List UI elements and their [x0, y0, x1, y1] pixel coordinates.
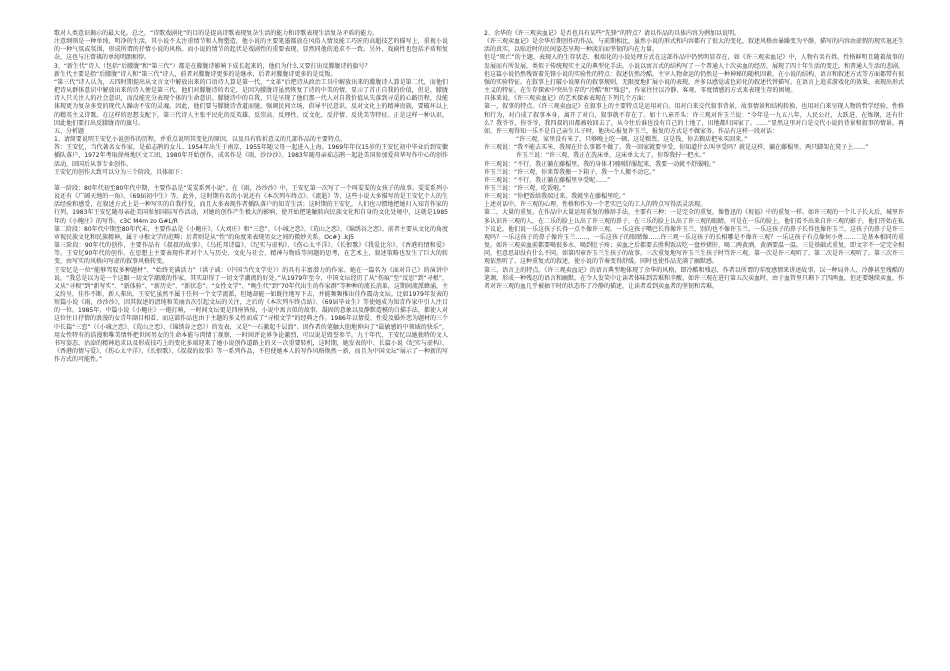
- question-heading: 1、请简要说明王安忆小说创作的历程，并重点说明其变化的原因，以及具有转折意义的几部作品的主要特点。: [54, 136, 346, 144]
- dialogue-line: 许三观说：“不行，我正躺在藤榻里，我的身体才刚刚舒服起来，我要一动就不舒服啦。”: [484, 160, 716, 168]
- question-heading: 2、余华的《许三观卖血记》是否也具有某些“先锋”的特点？请以作品的具体内容为例加以说明。: [484, 30, 741, 37]
- dialogue-line: 许玉兰说：“许三观，你来帮我搬一下箱子，我一个人搬不动它。”: [484, 168, 656, 176]
- paragraph: 第二，大量的重复。在作品中大量运用重复的修辞手法，主要有三种：一是完全的重复，像鲁迅的《祝福》中的重复一样。如许三观的一个儿子长大后，城里许多认识许三观的人，在二乐的脸上认出了许三观的鼻子，在三乐的脸上认出了许三观的眼睛，可是在一乐的脸上，他们看不出来自许三观的影子，他们开始在私下议论，他们说一乐这孩子长得一点不像许三观。一乐这孩子嘴巴长得像许玉兰，别的也不像许玉兰。一乐这孩子的鼻子长得也像许玉兰，这孩子的鼻子是许三观吗？一乐这孩子的鼻子像许玉兰……，一乐这孩子的眼睛像……许三观一乐这孩子的长相哪是不像许三观？一乐这孩子有点像何小勇……二是基本相同的重复。如许三观卖血前都要喝很多水，喝到肚子疼；卖血之后都要去胜利饭店吃一盘炒猪肝，喝二两黄酒，黄酒要温一温。三是基础式重复，即文字不一定完全相同，但意思却没有什么不同。如第四章许玉兰生孩子的故事。三次重复地写许玉兰生孩子时骂许三观，第一次是许三观听了，第二次是许三观听了，第三次许三观依然听了。这种重复式的叙述，使小说的节奏变得舒缓，同时也使作品充满了幽默感。: [484, 209, 905, 266]
- paragraph: 王安忆的创作大致可以分为三个阶段，具体如下：: [54, 168, 187, 176]
- paragraph: 第三阶段：90年代的创作，主要作品有《叔叔的故事》、《乌托邦诗篇》、《纪实与虚构》、《伤心太平洋》、《长恨歌》《我爱比尔》、《香港的情和爱》等。王安忆90年代的创作，在思想上主要表现作者对个人与历史、文化与社会、精神与物质等问题的思考，在艺术上，叙述策略也发生了巨大的转变，由写实的风格向写虚的叙事风格转变。: [54, 242, 448, 266]
- paragraph: 注意纲领是一种单纯、明净的生活，其小说不太注重情节和人物塑造，他小说的主要笔墨都放在风俗人情及能工巧匠的高超技艺的描写上，重视小说的一种气氛或氛围，形成所谓的抒情小说的风格。而小说的情节的起伏是戏剧性的重要表现，显然同他的追求不一致。另外，戏剧性也包括矛盾和复杂，这也与汪曾祺的单纯明朗相悖。: [54, 38, 448, 62]
- dialogue-line: “许三观，家里没有米了，只够晚上吃一顿，这是粮票，这是钱，你去粮店把米买回来。”: [516, 136, 748, 144]
- paragraph: 新生代主要是指“后朦胧”诗人和“第三代”诗人，前者对朦胧诗更多的是继承，后者对朦胧诗更多的是反叛。: [54, 70, 337, 78]
- paragraph: 但是“死亡”的主题，表现人的生存状态，极端化的小说处理方式在这部作品中仍然明显存在，如《许三观卖血记》中，人物有名有姓，性格鲜明且随着故事的发展而有所发展，类似于传统现实主义的典型化手法。小说以寓言式的结构写了一个普通人十次卖血的经历，展现了四十年生活的变迁，和普通人生活的悲剧。但这篇小说仍然残留着先锋小说的实验性的特点：叙述仿然冷酷，主宰人物命运的仍然是一种神秘的随机因素，在小说的结构、语言和叙述方式等方面都带有很强的实验特征。在叙事上打破小说原有的叙事规则，无限度地扩展小说的表现，并多以感觉或色彩化的叙述代替描写。在语言上追求游戏化的效果，表现出形式主义的特征。在生存探索中突出生存的“冷酷”和“残忍”，作家往往以冷静、客观、零度情感的方式来表现生存的困境。: [484, 54, 905, 95]
- section-heading: 五、分析题: [54, 127, 85, 135]
- paragraph: 歌对人类意识揭示的最大化。总之，“诗歌戏剧化”的目的是提高诗歌表现复杂生活的能力和诗歌表现生活复杂矛盾的能力。: [54, 30, 379, 37]
- dialogue-line: 许玉兰说：“许三观，吃饭啦。”: [484, 184, 566, 192]
- paragraph: 第二阶段：80年代中期至80年代末，主要作品是《小鲍庄》、《大刘庄》和“三恋”。《小城之恋》、《荒山之恋》、《锦绣谷之恋》。前者主要从文化的角度审视民族文化和民族精神，属于寻根文学的范畴；后者则是从“性”的角度来表现男女之间的微妙关系。Oc#} .kJ5: [54, 225, 448, 241]
- dialogue-line: 许玉兰说：“许三观，我正在洗床单，这床单太大了，你帮我拧一把水。”: [516, 152, 706, 160]
- paragraph: 上述对话中，许三观的心理、性格和作为一个老实巴交的工人的特点写得活灵活现。: [484, 201, 707, 209]
- left-column: [0, 0, 460, 671]
- dialogue-line: 许三观说：“你把饭给我端过来，我就坐在藤榻里吃。”: [484, 193, 626, 201]
- paragraph: 具体来说，《许三观卖血记》的艺术探索表现在下列几个方面：: [484, 95, 650, 103]
- paragraph: 《许三观卖血记》是余华后期创作的作品，与前期相比，虽然小说的形式和内容都有了很大的变化，叙述风格由暴躁变为平静，描写的内容由虚假的现实退还生活的真实，以贴近时的民间姿态呈现一种淡泊而坚韧的内在力量。: [484, 38, 905, 54]
- blank-line: [54, 177, 448, 185]
- right-column: [476, 0, 950, 671]
- paragraph: 答：王安忆，当代著名女作家，是茹志鹃的女儿。1954年出生于南京，1955年随父母一起进入上海。1969年年仅15岁的王安忆初中毕业后到安徽插队落户，1972年考取徐州地区文工团，1980年开始创作，成名作是《雨，沙沙沙》。1983年随母亲茹志鹃一起赴美国参加爱荷华写作中心的创作活动，回国后从事专业创作。: [54, 144, 448, 168]
- paragraph: 第一阶段：80年代初至80年代中期，主要作品是“雯雯系列小说”。在《雨，沙沙沙》中，王安忆第一次写了一个叫雯雯的女孩子的故事。雯雯系列小说还有《广阔天地的一角》、《69届初中生》等。此外，这时期有名的小说还有《本次列车终点》、《流逝》等，这些小说大多描写的是王安忆个人的生活经验和感受，在叙述方式上是一种写实的自我抒发，而且大多表现作者插队落户的知青生活；这时期的王安忆，人们也习惯地把她归入知青作家的行列。1983年王安忆随母亲赴美国参加国际写作活动，对她的创作产生极大的影响，使开始把笔触转向民族文化和自身的文化处境中，这就是1985年的《小鲍庄》的写作。c3C M4m zo G#L/R: [54, 184, 448, 225]
- question-heading: 3、“新生代”诗人（包括“后朦胧”和“第三代”）都是在朦胧诗影响下成长起来的，他们为什么又要打出反朦胧诗的旗号？: [54, 62, 371, 70]
- paragraph: 第三，语言上的特点。《许三观卖血记》的语言典型地体现了余华的风格，即冷酷和残忍，作者以所谓的零度感情来讲述故事，以一种局外人、冷静甚至残酷的笔调，形成一种残忍的语言和幽默。在令人发笑中让读者体味到苦难和辛酸。如许三观在进行第五次卖血时，由于血管里只剩下了四两血，但还要继续卖血，作者对许三观的血几乎被抽干时的状态作了冷静的描述，让读者看到卖血者的坚韧和苦难。: [484, 266, 905, 290]
- dialogue-line: 许三观说：“不行，我正躺在藤榻里享受呢……”: [484, 176, 611, 184]
- paragraph: 王安忆是一位“能够驾驭多种题材”、“始终充满活力”（洪子诚：《中国当代文学史》）的具有丰富潜力的作家。她在一篇名为《面对自己》的演讲中说，“我总是以为是一个这跟一切文学潮流的作家，其实却得了一切文学潮流的好处。”从1979年至今，中国文坛经历了从“伤痕”至“反思”到“寻根”，又从“寻根”到“新写实”、“新体验”、“新历史”、“新状态”、“女性文学”、“晚生代”到“70年代出生的作家群”等种种的流长消革，这期间流派蜂涌，主义纷呈，佳作不断，新人辈出，王安忆虽然不属于任何一个文学流派，但她却能一如既往地写下去，并能频频推出佳作震动文坛。比如1979年发表的短篇小说《雨，沙沙沙》，因其叙述的清纯和美丽吾次引起文坛的关注，之后的《本次列车终点站》、《69届毕业生》等使她成为知青作家中引人注目的一位。1985年，中篇小说《小鲍庄》一炮打响，一时间文坛更是四座皆惊，小说中寓言似的故事，凝固的意象以及静默造模的白描手法，都使人对这位往日抒情的浪漫的女青年副目相看，而这部作品也由于主题的多义性而成了“寻根文学”的经典之作。1986年以情爱、性爱及婚外恋为题材的三个中长篇“三恋”（《小城之恋》、《荒山之恋》、《锦绣谷之恋》）的发表，又是“一石激起千层浪”。因作者的笔触大胆地伸向了“最敏感的中领域的快乐”，用女性特有的浩漫和唯美情怀把世间男女的生命本能与肉情丁视察，一时间评论界争论激烈，可以说是毁誉参半。九十年代，王安忆以她独特的文人书写姿态，沽淖的精神追求以及形成技巧上的变化多端迎来了她小说创作道路上的又一次重要转机，这时期，她发表的中、长篇小说《纪实与虚构》、《香港的情与爱》、《伤心太平洋》、《长恨歌》、《叔叔的故事》等一系列作品，不但使她本人的写作风格焕然一新，而且为中国文坛“展示了一种新的写作方式的可能性。”: [54, 266, 448, 364]
- paragraph: 第一，叙事的特点。《许三观卖血记》在叙事上的主要特点是运用对白。用对白来交代叙事背景，故事情景和结构转换，也用对白来呈现人物的哲学经验，性格和行为，对白成了叙事本身，离开了对白，叙事就不存在了。如十八章开头：许三观对许玉兰说：“今年是一九五八年，人民公社，大跃进，在炼钢，还有什么？我爷爷，你爷爷，我四叔的田都被收回去了，从今往后谁也没有自己的土地了，田地都归国家了。……”显然这里对白是交代小说的背景和叙事的情景。再如，许三观得知一乐不是自己亲生儿子时，他决心报复许玉兰，报复的方式是不做家务。作品有这样一段对话：: [484, 103, 904, 135]
- paragraph: “第三代”诗人认为，五四时期提出从文言文中解放出来的口语诗人算是第一代，“文革”后把诗从政治工具中解放出来的朦胧诗人算是第二代，而他们把诗从群体意识中解放出来的诗人便是第三代。他们对朦胧诗的否定，是因为朦胧诗虽然恢复了诗的中美的情，显示了首正自我的价值，但是，朦胧诗人只关注人的社会意识，而没能充分表现个体的生命意识。朦胧诗中的自我，只是呈现了他们那一代人对自我价值从失落到寻觅的心路历程，没能体现更为复杂多变的现代人躁动不安的灵魂。因此，他们要与朦胧诗背道而驰，强调民间立场，倡导平民意识，反对文化上的精神贵族，要破坏以上的精英主义诗歌。在这样的思想支配下，第三代诗人主张平民化的反英雄、反崇高、反理性、反文化、反抒情、反优美等特征。正是这样一种认识，因此他们要打出反朦胧诗的旗号。: [54, 78, 448, 127]
- dialogue-line: 许三观说：“我不能去买米，我现在什么事都不做了，我一回家就要享受，你知道什么叫享受吗？就是这样，躺在藤榻里，两只脚架在凳子上……”: [484, 144, 869, 152]
